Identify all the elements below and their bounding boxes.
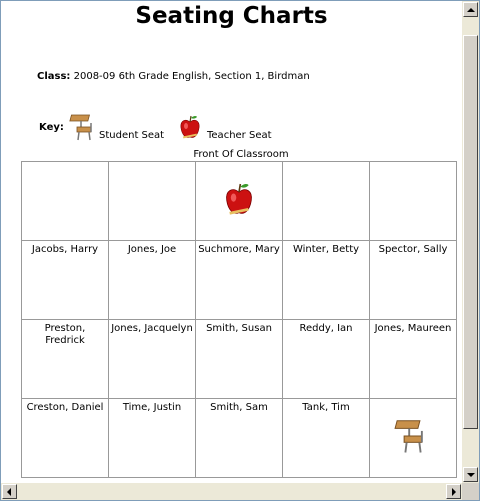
seat-cell[interactable]: Tank, Tim [283,399,370,478]
scroll-up-button[interactable] [463,2,478,17]
seat-cell[interactable]: Reddy, Ian [283,320,370,399]
seat-cell[interactable]: Jacobs, Harry [22,241,109,320]
seat-cell[interactable]: Smith, Sam [196,399,283,478]
horizontal-scrollbar[interactable] [1,483,462,500]
vertical-scrollbar[interactable] [462,1,479,483]
seat-cell[interactable]: Suchmore, Mary [196,241,283,320]
seat-cell[interactable]: Jones, Maureen [370,320,457,399]
seating-grid [21,161,457,478]
student-seat-label: Student Seat [99,130,165,141]
seat-cell[interactable] [283,162,370,241]
seat-cell[interactable]: Smith, Susan [196,320,283,399]
student-desk-icon [394,418,432,454]
student-desk-icon [69,113,99,141]
scroll-down-button[interactable] [463,467,478,482]
seat-cell[interactable]: Jones, Jacquelyn [109,320,196,399]
scroll-right-button[interactable] [446,484,461,499]
key-label: Key: [39,122,64,133]
student-seat-cell[interactable] [370,399,457,478]
seat-row [22,241,457,320]
seat-row [22,320,457,399]
legend [39,113,339,149]
seat-cell[interactable] [109,162,196,241]
seat-cell[interactable]: Winter, Betty [283,241,370,320]
scroll-right-icon [452,488,456,496]
seat-cell[interactable]: Jones, Joe [109,241,196,320]
front-of-classroom-label: Front Of Classroom [193,149,289,160]
seat-row [22,162,457,241]
seat-cell[interactable]: Preston, Fredrick [22,320,109,399]
vertical-scroll-thumb[interactable] [463,35,478,429]
scroll-down-icon [467,473,475,477]
seat-cell[interactable] [370,162,457,241]
scroll-left-icon [7,488,11,496]
apple-icon [179,113,201,141]
scrollbar-corner [462,483,479,500]
class-value: 2008-09 6th Grade English, Section 1, Birdman [73,71,310,82]
scroll-left-button[interactable] [2,484,17,499]
page-content [1,1,462,483]
seat-cell[interactable]: Creston, Daniel [22,399,109,478]
class-info [37,71,310,82]
apple-icon [224,179,254,219]
teacher-seat-cell[interactable] [196,162,283,241]
seat-cell[interactable] [22,162,109,241]
seat-cell[interactable]: Time, Justin [109,399,196,478]
seat-cell[interactable]: Spector, Sally [370,241,457,320]
scroll-up-icon [467,8,475,12]
page-title: Seating Charts [135,3,328,29]
class-label: Class: [37,71,71,82]
seat-row [22,399,457,478]
teacher-seat-label: Teacher Seat [207,130,272,141]
